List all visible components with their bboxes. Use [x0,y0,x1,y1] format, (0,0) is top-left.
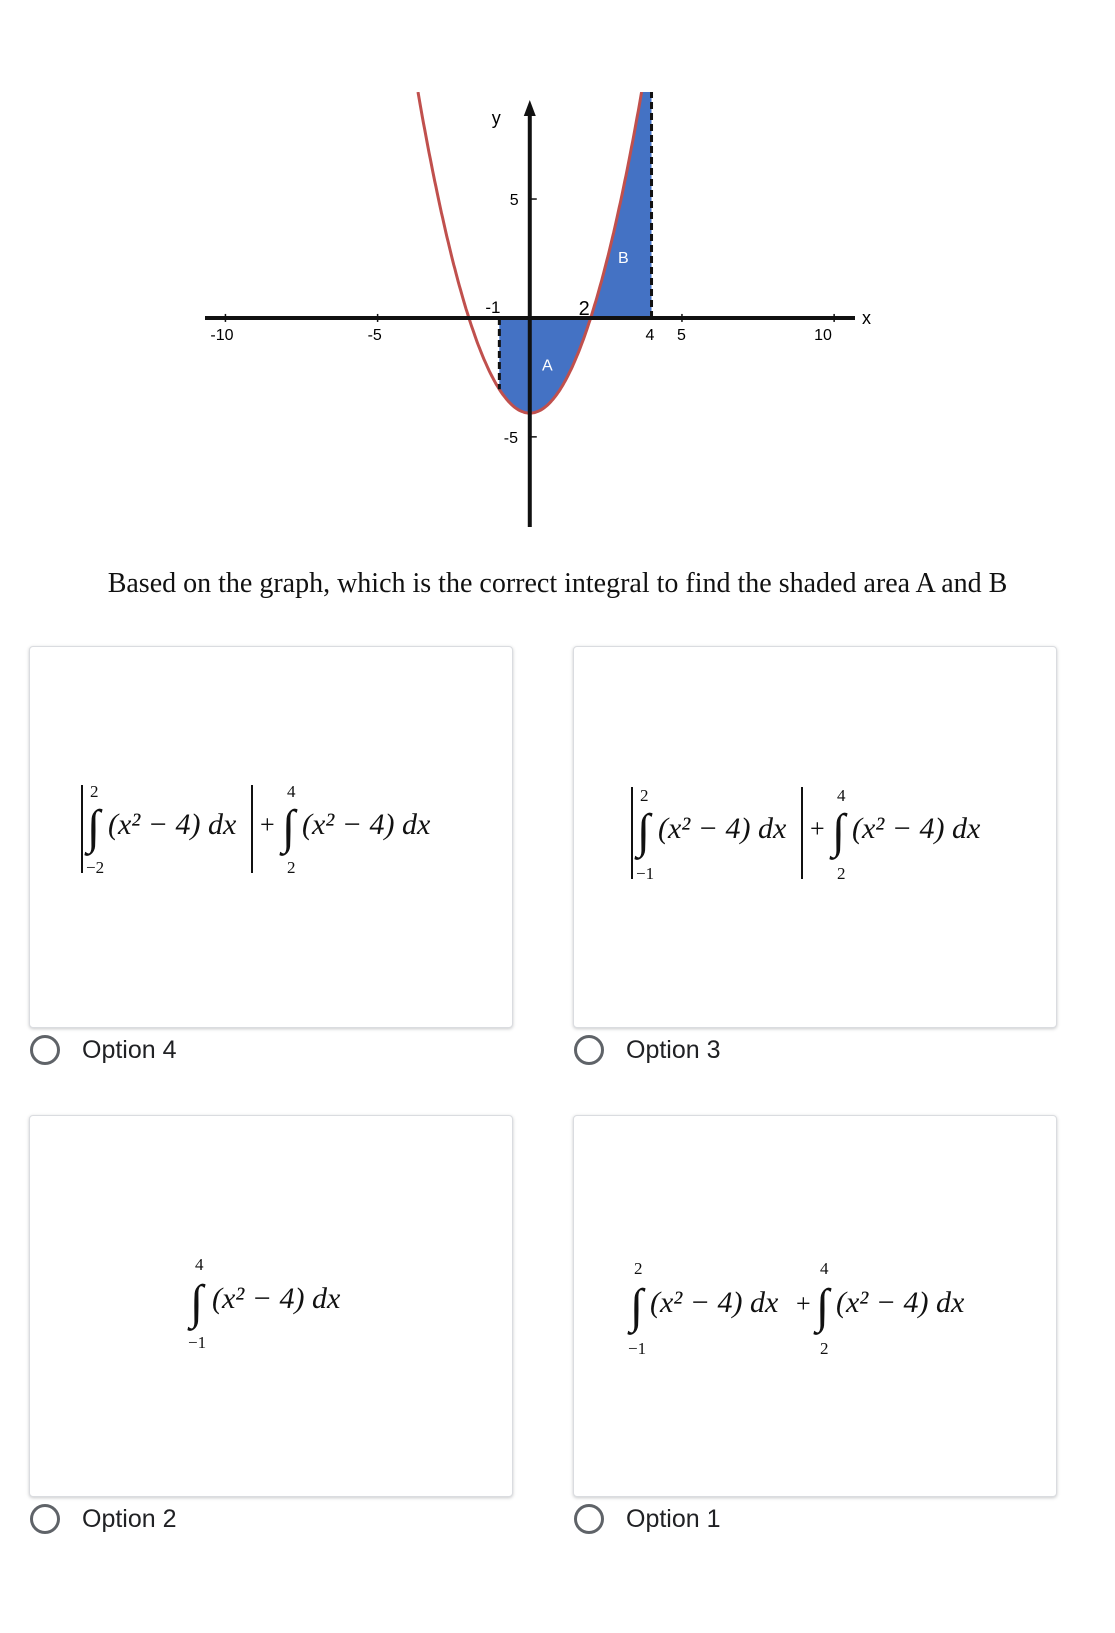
parabola-graph [195,92,895,532]
lower-limit: 2 [287,858,296,877]
integrand: (x² − 4) dx [650,1286,779,1319]
lower-limit: −2 [86,858,105,877]
lower-limit: −1 [636,864,655,883]
option-label: Option 2 [82,1504,177,1533]
option-2-radio-row[interactable] [30,1499,177,1539]
upper-limit: 4 [837,786,846,805]
option-label: Option 1 [626,1504,721,1533]
upper-limit: 2 [90,782,99,801]
x-tick-label: -5 [367,326,382,344]
upper-limit: 4 [820,1259,829,1278]
x-axis-label: x [862,307,871,328]
lower-limit: 2 [837,864,846,883]
y-axis-label: y [491,108,501,128]
lower-limit: −1 [628,1339,647,1358]
integral-sign-icon: ∫ [637,805,651,858]
integral-sign-icon: ∫ [630,1280,644,1333]
integrand: (x² − 4) dx [658,812,787,845]
radio-button-icon[interactable] [574,1504,604,1534]
upper-limit: 4 [195,1255,204,1274]
option-1-radio-row[interactable] [574,1499,721,1539]
y-axis-arrow [524,100,536,116]
point-label: 2 [578,297,590,320]
radio-button-icon[interactable] [30,1504,60,1534]
radio-button-icon[interactable] [30,1035,60,1065]
lower-limit: −1 [188,1333,207,1352]
region-label-a: A [541,357,553,375]
region-label-b: B [618,250,629,268]
option-2-image [29,1115,513,1497]
option-4-image [29,646,513,1028]
option-label: Option 3 [626,1035,721,1064]
integrand: (x² − 4) dx [836,1286,965,1319]
point-label: 4 [645,326,655,344]
upper-limit: 2 [640,786,649,805]
plus-sign: + [810,814,825,843]
integral-sign-icon: ∫ [832,805,846,858]
integrand: (x² − 4) dx [302,808,431,841]
integrand: (x² − 4) dx [852,812,981,845]
integral-sign-icon: ∫ [282,801,296,854]
y-tick-label: 5 [509,192,519,210]
question-text: Based on the graph, which is the correct integral to find the shaded area A and B [107,568,1008,599]
radio-button-icon[interactable] [574,1035,604,1065]
option-3-image [573,646,1057,1028]
integrand: (x² − 4) dx [212,1282,341,1315]
y-tick-label: -5 [503,429,519,447]
lower-limit: 2 [820,1339,829,1358]
upper-limit: 4 [287,782,296,801]
integral-sign-icon: ∫ [87,801,101,854]
option-label: Option 4 [82,1035,177,1064]
x-tick-label: -10 [210,326,234,344]
integral-sign-icon: ∫ [816,1280,830,1333]
option-3-radio-row[interactable] [574,1030,721,1070]
option-1-image [573,1115,1057,1497]
integral-sign-icon: ∫ [190,1276,204,1329]
plus-sign: + [260,810,275,839]
x-tick-label: 10 [814,326,832,344]
point-label: -1 [485,297,501,317]
option-4-radio-row[interactable] [30,1030,177,1070]
plus-sign: + [796,1289,811,1318]
integrand: (x² − 4) dx [108,808,237,841]
upper-limit: 2 [634,1259,643,1278]
x-tick-label: 5 [676,326,686,344]
